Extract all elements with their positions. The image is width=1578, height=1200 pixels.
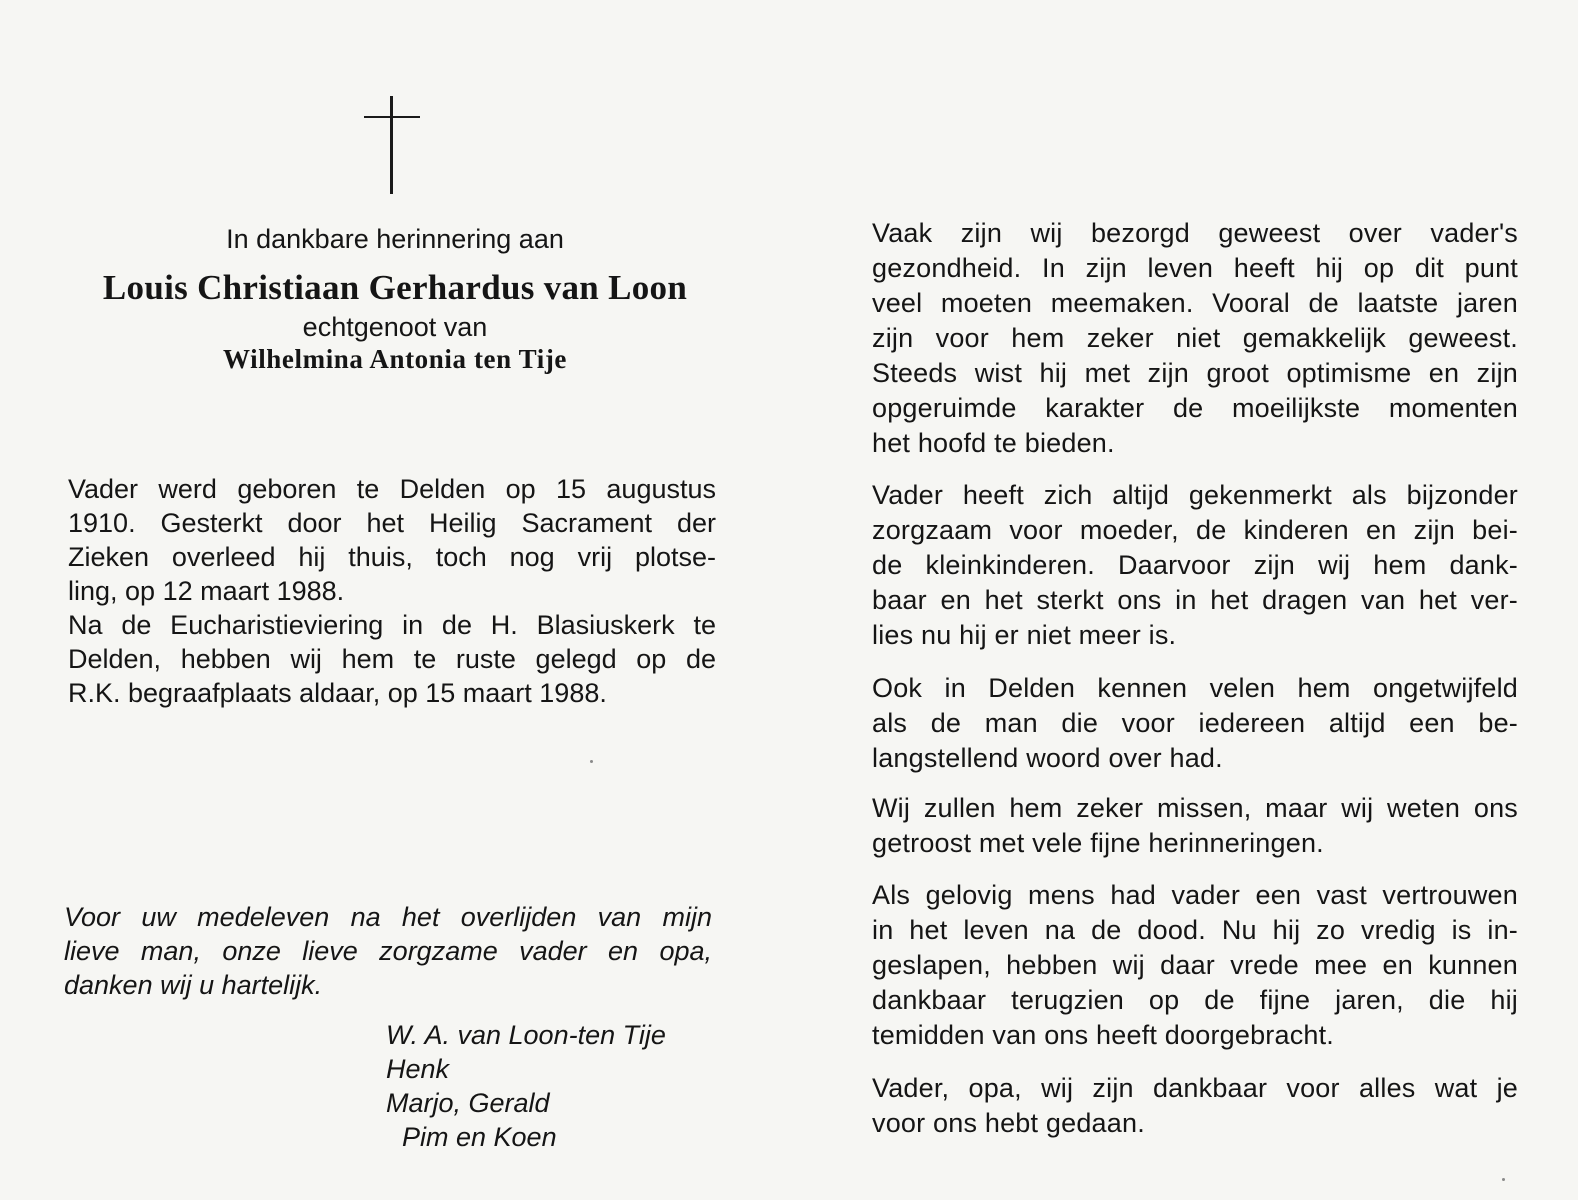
text-line: Vader heeft zich altijd gekenmerkt als bijzonder bbox=[872, 480, 1518, 510]
text-line: veel moeten meemaken. Vooral de laatste jaren bbox=[872, 288, 1518, 318]
text-line: Steeds wist hij met zijn groot optimisme en zijn bbox=[872, 358, 1518, 388]
thanks-line: lieve man, onze lieve zorgzame vader en opa, bbox=[64, 936, 712, 966]
text-line: Ook in Delden kennen velen hem ongetwijfeld bbox=[872, 673, 1518, 703]
bio-line: ling, op 12 maart 1988. bbox=[68, 576, 345, 606]
print-speck bbox=[1502, 1178, 1505, 1181]
text-line: Vader, opa, wij zijn dankbaar voor alles wat je bbox=[872, 1073, 1518, 1103]
signer: Marjo, Gerald bbox=[386, 1088, 550, 1118]
cross-icon bbox=[364, 96, 420, 194]
text-line: temidden van ons heeft doorgebracht. bbox=[872, 1020, 1335, 1050]
text-line: voor ons hebt gedaan. bbox=[872, 1108, 1145, 1138]
signer: W. A. van Loon-ten Tije bbox=[386, 1020, 666, 1050]
text-line: opgeruimde karakter de moeilijkste momenten bbox=[872, 393, 1518, 423]
bio-line: Na de Eucharistieviering in de H. Blasiuskerk te bbox=[68, 610, 716, 640]
text-line: baar en het sterkt ons in het dragen van het ver- bbox=[872, 585, 1518, 615]
bio-line: Delden, hebben wij hem te ruste gelegd op de bbox=[68, 644, 716, 674]
text-line: als de man die voor iedereen altijd een be- bbox=[872, 708, 1518, 738]
text-line: geslapen, hebben wij daar vrede mee en kunnen bbox=[872, 950, 1518, 980]
bio-line: Zieken overleed hij thuis, toch nog vrij plotse- bbox=[68, 542, 716, 572]
text-line: de kleinkinderen. Daarvoor zijn wij hem dank- bbox=[872, 550, 1518, 580]
bio-line: Vader werd geboren te Delden op 15 augustus bbox=[68, 474, 716, 504]
text-line: getroost met vele fijne herinneringen. bbox=[872, 828, 1324, 858]
text-line: Wij zullen hem zeker missen, maar wij weten ons bbox=[872, 793, 1518, 823]
text-line: Vaak zijn wij bezorgd geweest over vader's bbox=[872, 218, 1518, 248]
signer: Pim en Koen bbox=[402, 1122, 557, 1152]
intro-text: In dankbare herinnering aan bbox=[226, 224, 564, 254]
text-line: dankbaar terugzien op de fijne jaren, die hij bbox=[872, 985, 1518, 1015]
bio-line: 1910. Gesterkt door het Heilig Sacrament der bbox=[68, 508, 716, 538]
text-line: lies nu hij er niet meer is. bbox=[872, 620, 1177, 650]
thanks-line: Voor uw medeleven na het overlijden van mijn bbox=[64, 902, 712, 932]
text-line: het hoofd te bieden. bbox=[872, 428, 1115, 458]
text-line: langstellend woord over had. bbox=[872, 743, 1223, 773]
deceased-name: Louis Christiaan Gerhardus van Loon bbox=[102, 268, 688, 307]
text-line: zijn voor hem zeker niet gemakkelijk geweest. bbox=[872, 323, 1518, 353]
print-speck bbox=[590, 760, 593, 763]
text-line: Als gelovig mens had vader een vast vertrouwen bbox=[872, 880, 1518, 910]
bio-line: R.K. begraafplaats aldaar, op 15 maart 1988. bbox=[68, 678, 607, 708]
spouse-name: Wilhelmina Antonia ten Tije bbox=[222, 344, 567, 374]
spouse-intro: echtgenoot van bbox=[302, 312, 488, 342]
thanks-line: danken wij u hartelijk. bbox=[64, 970, 323, 1000]
text-line: gezondheid. In zijn leven heeft hij op dit punt bbox=[872, 253, 1518, 283]
text-line: zorgzaam voor moeder, de kinderen en zijn bei- bbox=[872, 515, 1518, 545]
text-line: in het leven na de dood. Nu hij zo vredig is in- bbox=[872, 915, 1518, 945]
signer: Henk bbox=[386, 1054, 450, 1084]
